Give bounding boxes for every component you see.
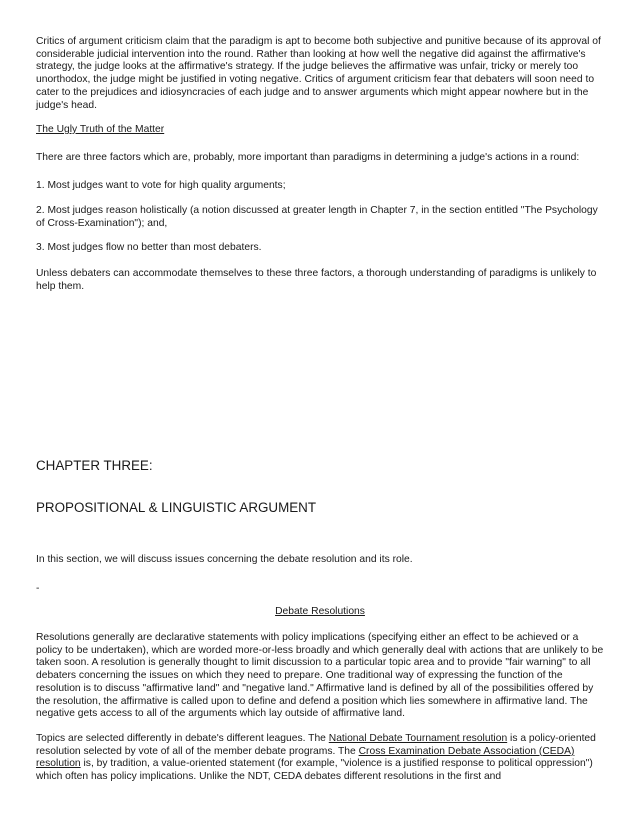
paragraph-argument-criticism: Critics of argument criticism claim that the paradigm is apt to become both subjective and punitive because of its approval of considerable judicial intervention into the round. Rather than looking at how well the negative did against the affirmative's strategy, the judge looks at the affirmative's strategy. If the judge believes the affirmative was unfair, tricky or merely too unorthodox, the judge might be justified in voting negative. Critics of argument criticism fear that debaters will soon need to cater to the prejudices and idiosyncracies of each judge and to answer arguments which might appear nowhere but in the judge's head. xyxy=(36,36,601,111)
ceda-resolution-link[interactable]: Cross Examination Debate Association (CEDA) resolution xyxy=(36,745,575,770)
paragraph-resolutions: Resolutions generally are declarative statements with policy implications (specifying either an effect to be achieved or a policy to be undertaken), which are worded more-or-less broadly and which generally deal with actions that are unlikely to be taken soon. A resolution is generally thought to limit discussion to a particular topic area and to provide "fair warning" to all debaters concerning the issues on which they need to prepare. One traditional way of expressing the function of the resolution is to discuss "affirmative land" and "negative land." Affirmative land is defined by all of the possibilities offered by the resolution, the affirmative is called upon to define and defend a position which lies somewhere in affirmative land. The negative gets access to all of the arguments which lay outside of affirmative land. xyxy=(36,632,604,720)
paragraph-topics xyxy=(36,733,604,784)
ndt-resolution-link[interactable]: National Debate Tournament resolution xyxy=(328,733,508,744)
chapter-subtitle: PROPOSITIONAL & LINGUISTIC ARGUMENT xyxy=(36,500,317,515)
paragraph-accommodate: Unless debaters can accommodate themselves to these three factors, a thorough understanding of paradigms is unlikely to help them. xyxy=(36,268,597,292)
list-item-3: 3. Most judges flow no better than most debaters. xyxy=(36,242,262,253)
list-item-1: 1. Most judges want to vote for high quality arguments; xyxy=(36,180,286,191)
chapter-title: CHAPTER THREE: xyxy=(36,458,153,473)
paragraph-three-factors: There are three factors which are, probably, more important than paradigms in determining a judge's actions in a round: xyxy=(36,152,580,163)
dash-separator: - xyxy=(36,583,40,594)
list-item-2: 2. Most judges reason holistically (a notion discussed at greater length in Chapter 7, in the section entitled "The Psychology of Cross-Examination"); and, xyxy=(36,205,598,229)
topics-text-2: is a policy-oriented resolution selected by vote of all of the member debate programs. The xyxy=(36,733,596,757)
topics-text-3: is, by tradition, a value-oriented statement (for example, "violence is a justified response to political oppression") which often has policy implications. Unlike the NDT, CEDA debates different resolutions in the first and xyxy=(36,758,593,783)
heading-debate-resolutions: Debate Resolutions xyxy=(275,606,365,617)
topics-text-1: Topics are selected differently in debate's different leagues. The xyxy=(36,733,329,744)
heading-ugly-truth: The Ugly Truth of the Matter xyxy=(36,124,165,135)
section-intro: In this section, we will discuss issues concerning the debate resolution and its role. xyxy=(36,554,413,565)
